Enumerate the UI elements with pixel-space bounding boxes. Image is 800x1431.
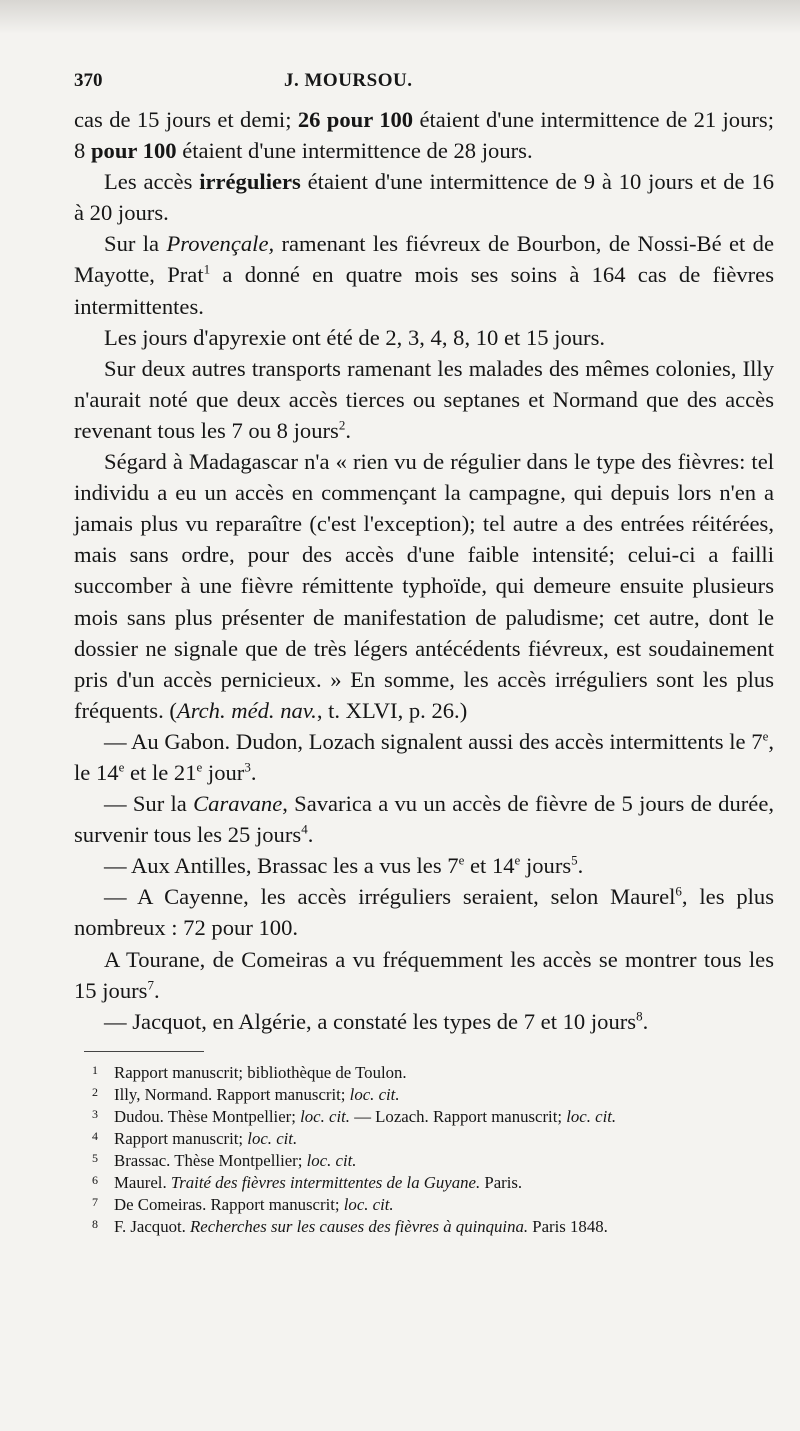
footnote-ref: 1 — [203, 261, 211, 277]
footnote-text — [114, 1106, 774, 1128]
footnote-text — [114, 1216, 774, 1238]
footnote — [74, 1172, 774, 1194]
text-run: loc. cit. — [349, 1084, 400, 1104]
paragraph — [74, 1006, 774, 1037]
text-run: Les jours d'apyrexie ont été de 2, 3, 4, 8, 10 et 15 jours. — [104, 324, 606, 350]
text-run: — Jacquot, en Algérie, a constaté les types de 7 et 10 jours — [104, 1008, 637, 1034]
text-run: irréguliers — [199, 169, 301, 195]
footnote-ref: 7 — [147, 977, 154, 993]
text-run: loc. cit. — [343, 1194, 394, 1214]
running-head — [74, 70, 774, 104]
text-run: , les plus nombreux : 72 pour 100. — [74, 884, 774, 941]
paragraph — [74, 944, 774, 1006]
paragraph — [74, 228, 774, 321]
footnote-text — [114, 1194, 774, 1216]
text-run: Maurel. — [114, 1172, 171, 1192]
text-run: jours — [520, 853, 572, 879]
footnote — [74, 1150, 774, 1172]
paragraph — [74, 726, 774, 788]
text-run: . — [307, 822, 314, 848]
text-run: Illy, Normand. Rapport manuscrit; — [114, 1084, 350, 1104]
footnote-number: 5 — [92, 1150, 98, 1165]
text-run: Ségard à Madagascar n'a « rien vu de régulier dans le type des fièvres: tel individu a eu un accès en commençant la campagne, qui depuis lors n'en a jamais plus vu reparaître (c'est l'exception); tel autre a des entrées réitérées, mais sans ordre, pour des accès d'une faible intensité; celui-ci a failli succomber à une fièvre rémittente typhoïde, qui demeure ensuite plusieurs mois sans plus présenter de manifestation de paludisme; cet autre, dont le dossier ne signale que de très légers antécédents fiévreux, est soudainement pris d'un accès pernicieux. » En somme, les accès irréguliers sont les plus fréquents. ( — [74, 449, 774, 723]
ordinal-suffix: e — [118, 759, 125, 775]
book-page — [74, 70, 774, 1238]
paragraph — [74, 353, 774, 446]
paragraph — [74, 166, 774, 228]
footnote-ref: 4 — [301, 821, 308, 837]
footnote-ref: 3 — [244, 759, 251, 775]
text-run: , le 14 — [74, 728, 774, 785]
text-run: — A Cayenne, les accès irréguliers seraient, selon Maurel — [104, 884, 676, 910]
text-run: a donné en quatre mois ses soins à 164 cas de fièvres intermittentes. — [74, 262, 774, 319]
footnote-number: 6 — [92, 1172, 98, 1187]
text-run: étaient d'une intermittence de 9 à 10 jours et de 16 à 20 jours. — [74, 169, 774, 226]
text-run: Rapport manuscrit; — [114, 1128, 248, 1148]
text-run: Les accès — [104, 169, 200, 195]
text-run: — Lozach. Rapport manuscrit; — [350, 1106, 567, 1126]
text-run: cas de 15 jours et demi; — [74, 107, 298, 132]
text-run: — Sur la — [104, 791, 194, 817]
footnote-text — [114, 1172, 774, 1194]
text-run: — Au Gabon. Dudon, Lozach signalent aussi des accès intermittents le 7 — [104, 728, 763, 754]
paragraph — [74, 850, 774, 881]
footnote-number: 1 — [92, 1062, 98, 1077]
paragraph — [74, 788, 774, 850]
text-run: Recherches sur les causes des fièvres à quinquina. — [190, 1216, 529, 1236]
text-run: loc. cit. — [566, 1106, 617, 1126]
footnote-number: 7 — [92, 1194, 98, 1209]
footnote-text — [114, 1128, 774, 1150]
footnote — [74, 1062, 774, 1084]
text-run: — Aux Antilles, Brassac les a vus les 7 — [104, 853, 459, 879]
footnotes — [74, 1062, 774, 1238]
ordinal-suffix: e — [514, 852, 521, 868]
text-run: Traité des fièvres intermittentes de la Guyane. — [170, 1172, 481, 1192]
text-run: et le 21 — [124, 759, 197, 785]
footnote — [74, 1084, 774, 1106]
text-run: jour — [202, 759, 245, 785]
text-run: loc. cit. — [306, 1150, 357, 1170]
paragraph — [74, 446, 774, 726]
paragraph — [74, 104, 774, 166]
footnote — [74, 1216, 774, 1238]
scan-top-edge — [0, 0, 800, 34]
text-run: Dudou. Thèse Montpellier; — [114, 1106, 301, 1126]
text-run: pour 100 — [90, 138, 177, 164]
ordinal-suffix: e — [458, 852, 465, 868]
footnote-ref: 5 — [571, 852, 578, 868]
text-run: étaient d'une intermittence de 21 jours; 8 — [74, 107, 774, 164]
text-run: Brassac. Thèse Montpellier; — [114, 1150, 307, 1170]
ship-name: Caravane — [193, 791, 283, 817]
running-title: J. MOURSOU. — [284, 70, 413, 91]
text-run: étaient d'une intermittence de 28 jours. — [176, 138, 533, 164]
paragraph — [74, 322, 774, 353]
footnote-ref: 8 — [636, 1008, 643, 1024]
footnote-number: 8 — [92, 1216, 98, 1231]
body-text — [74, 104, 774, 1037]
text-run: . — [642, 1008, 649, 1034]
text-run: Sur la — [104, 231, 167, 257]
footnote-number: 3 — [92, 1106, 98, 1121]
footnote-number: 2 — [92, 1084, 98, 1099]
ordinal-suffix: e — [196, 759, 203, 775]
footnote-divider — [84, 1051, 204, 1052]
paragraph — [74, 881, 774, 943]
footnote — [74, 1128, 774, 1150]
ordinal-suffix: e — [762, 728, 769, 744]
ship-name: Provençale, — [166, 231, 275, 257]
text-run: . — [153, 977, 160, 1003]
text-run: , Savarica a vu un accès de fièvre de 5 jours de durée, survenir tous les 25 jours — [74, 791, 774, 848]
footnote — [74, 1106, 774, 1128]
text-run: Sur deux autres transports ramenant les malades des mêmes colonies, Illy n'aurait noté que deux accès tierces ou septanes et Normand que des accès revenant tous les 7 ou 8 jours — [74, 355, 774, 443]
text-run: Paris 1848. — [528, 1216, 608, 1236]
text-run: Paris. — [480, 1172, 523, 1192]
text-run: F. Jacquot. — [114, 1216, 191, 1236]
text-run: 26 pour 100 — [297, 107, 414, 132]
text-run: A Tourane, de Comeiras a vu fréquemment les accès se montrer tous les 15 jours — [74, 946, 774, 1003]
text-run: . — [250, 759, 257, 785]
footnote-text — [114, 1150, 774, 1172]
footnote — [74, 1194, 774, 1216]
footnote-text — [114, 1084, 774, 1106]
text-run: loc. cit. — [300, 1106, 350, 1126]
footnote-ref: 6 — [675, 883, 682, 899]
page-number: 370 — [74, 70, 103, 91]
text-run: et 14 — [464, 853, 515, 879]
journal-title: Arch. méd. nav. — [176, 697, 317, 723]
text-run: Rapport manuscrit; bibliothèque de Toulon. — [114, 1062, 407, 1082]
footnote-ref: 2 — [338, 417, 346, 433]
text-run: De Comeiras. Rapport manuscrit; — [114, 1194, 344, 1214]
footnote-text — [114, 1062, 774, 1084]
text-run: , t. XLVI, p. 26.) — [316, 697, 468, 723]
text-run: . — [345, 417, 351, 443]
text-run: loc. cit. — [247, 1128, 298, 1148]
text-run: ramenant les fiévreux de Bourbon, de Nossi-Bé et de Mayotte, Prat — [74, 231, 774, 288]
footnote-number: 4 — [92, 1128, 98, 1143]
text-run: . — [577, 853, 584, 879]
